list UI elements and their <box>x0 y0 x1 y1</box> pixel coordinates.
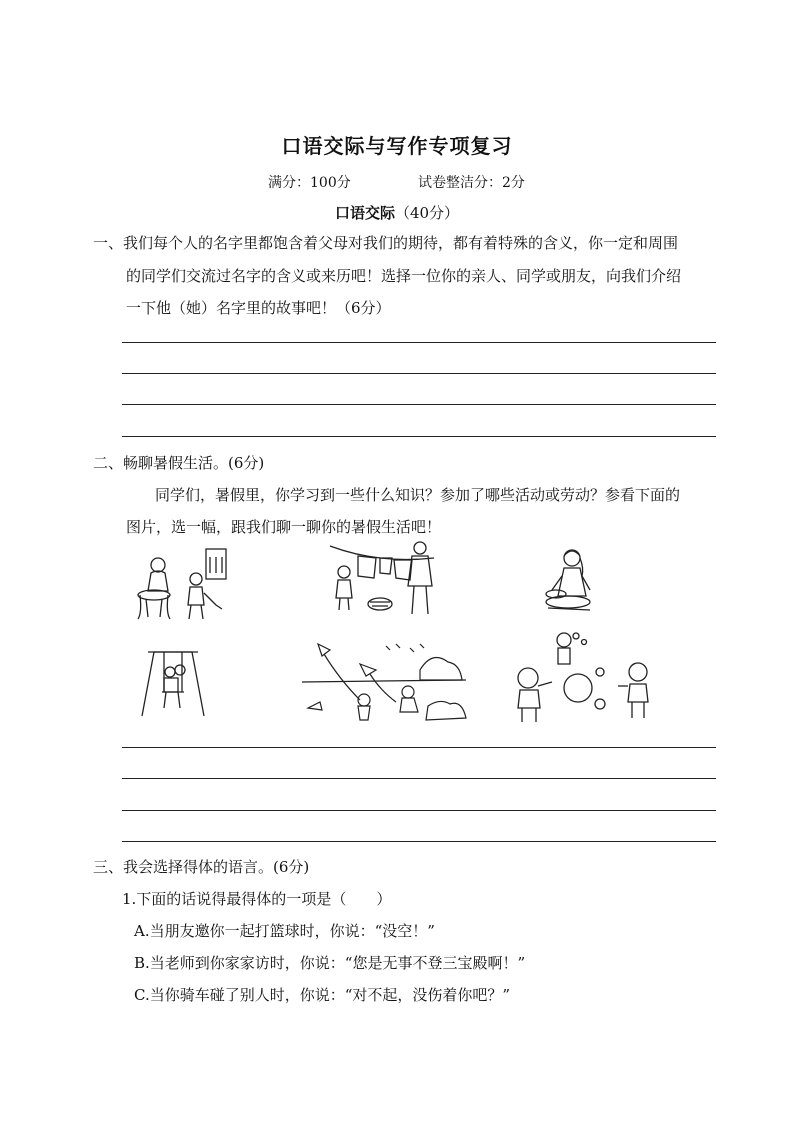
q1-line-1: 一、我们每个人的名字里都饱含着父母对我们的期待，都有着特殊的含义，你一定和周围 <box>93 234 679 252</box>
page-title: 口语交际与写作专项复习 <box>281 134 513 158</box>
section-heading <box>0 202 794 223</box>
answer-line[interactable] <box>122 342 716 343</box>
section-name: 口语交际 <box>334 204 395 222</box>
swing-illustration <box>134 648 214 718</box>
cooking-illustration <box>134 543 234 623</box>
option-c[interactable]: C.当你骑车碰了别人时，你说：“对不起，没伤着你吧？” <box>134 986 511 1004</box>
full-score: 满分：100分 <box>268 175 351 191</box>
answer-line[interactable] <box>122 778 716 779</box>
answer-line[interactable] <box>122 810 716 811</box>
bubbles-illustration <box>508 628 658 724</box>
q3-item-1: 1.下面的话说得最得体的一项是（ ） <box>122 890 392 908</box>
q2-line-1: 同学们，暑假里，你学习到一些什么知识？参加了哪些活动或劳动？参看下面的 <box>155 486 681 504</box>
q2-heading: 二、畅聊暑假生活。(6分) <box>93 454 265 472</box>
answer-line[interactable] <box>122 747 716 748</box>
dishwashing-illustration <box>540 546 618 616</box>
answer-line[interactable] <box>122 404 716 405</box>
section-points: （40分） <box>394 204 460 222</box>
q3-heading: 三、我会选择得体的语言。(6分) <box>93 858 310 876</box>
laundry-illustration <box>328 538 436 616</box>
q2-line-2: 图片，选一幅，跟我们聊一聊你的暑假生活吧！ <box>126 518 442 536</box>
answer-line[interactable] <box>122 841 716 842</box>
q1-line-2: 的同学们交流过名字的含义或来历吧！选择一位你的亲人、同学或朋友，向我们介绍 <box>126 267 682 285</box>
option-b[interactable]: B.当老师到你家家访时，你说：“您是无事不登三宝殿啊！” <box>134 954 526 972</box>
kite-flying-illustration <box>300 640 468 724</box>
answer-line[interactable] <box>122 436 716 437</box>
tidiness-score: 试卷整洁分：2分 <box>418 175 525 191</box>
option-a[interactable]: A.当朋友邀你一起打篮球时，你说：“没空！” <box>134 922 435 940</box>
q1-line-3: 一下他（她）名字里的故事吧！（6分） <box>126 299 391 317</box>
answer-line[interactable] <box>122 373 716 374</box>
